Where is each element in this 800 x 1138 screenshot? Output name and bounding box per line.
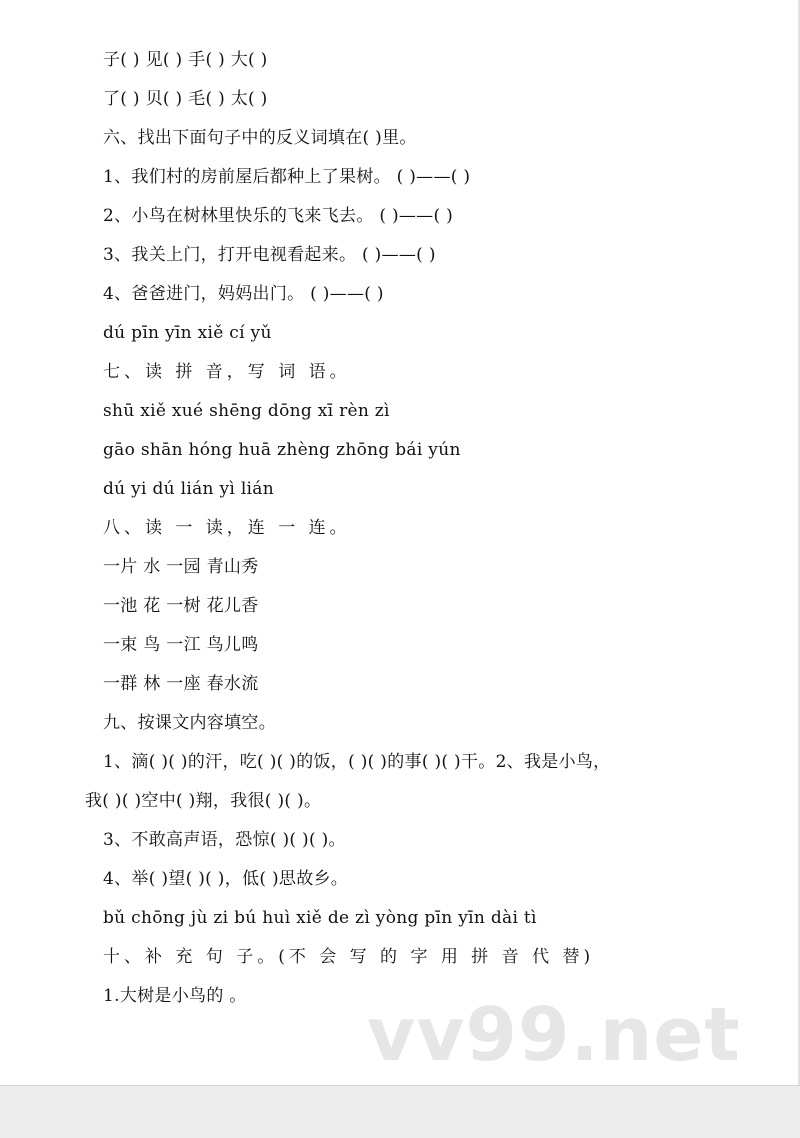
text-line-7: 4、爸爸进门，妈妈出门。 ( )——( ): [103, 284, 384, 304]
page-footer-bar: [0, 1085, 800, 1138]
fill-line-1: 1、滴( )( )的汗，吃( )( )的饭，( )( )的事( )( )干。2、我是小鸟，: [103, 752, 611, 772]
section-7-heading: 七、读 拼 音，写 词 语。: [103, 362, 351, 382]
text-line-6: 3、我关上门，打开电视看起来。 ( )——( ): [103, 245, 436, 265]
matching-row-4: 一群 林 一座 春水流: [103, 674, 259, 694]
text-line-4: 1、我们村的房前屋后都种上了果树。 ( )——( ): [103, 167, 471, 187]
fill-line-4: 4、举( )望( )( )，低( )思故乡。: [103, 869, 349, 889]
section-6-heading: 六、找出下面句子中的反义词填在( )里。: [103, 128, 417, 148]
text-line-2: 了( ) 贝( ) 毛( ) 太( ): [103, 89, 268, 109]
pinyin-line-2: shū xiě xué shēng dōng xī rèn zì: [103, 401, 390, 421]
pinyin-line-4: dú yi dú lián yì lián: [103, 479, 274, 499]
sentence-line-1: 1.大树是小鸟的 。: [103, 986, 247, 1006]
section-10-heading: 十、补 充 句 子。(不 会 写 的 字 用 拼 音 代 替): [103, 947, 595, 967]
watermark-logo: vv99.net: [367, 992, 741, 1078]
fill-line-3: 3、不敢高声语，恐惊( )( )( )。: [103, 830, 346, 850]
matching-row-1: 一片 水 一园 青山秀: [103, 557, 259, 577]
pinyin-line-5: bǔ chōng jù zi bú huì xiě de zì yòng pīn yīn dài tì: [103, 908, 537, 928]
fill-line-2: 我( )( )空中( )翔，我很( )( )。: [85, 791, 322, 811]
section-8-heading: 八、读 一 读，连 一 连。: [103, 518, 351, 538]
pinyin-line-1: dú pīn yīn xiě cí yǔ: [103, 323, 272, 343]
matching-row-2: 一池 花 一树 花儿香: [103, 596, 259, 616]
text-line-1: 子( ) 见( ) 手( ) 大( ): [103, 50, 268, 70]
section-9-heading: 九、按课文内容填空。: [103, 713, 276, 733]
pinyin-line-3: gāo shān hóng huā zhèng zhōng bái yún: [103, 440, 461, 460]
text-line-5: 2、小鸟在树林里快乐的飞来飞去。 ( )——( ): [103, 206, 454, 226]
matching-row-3: 一束 鸟 一江 鸟儿鸣: [103, 635, 259, 655]
